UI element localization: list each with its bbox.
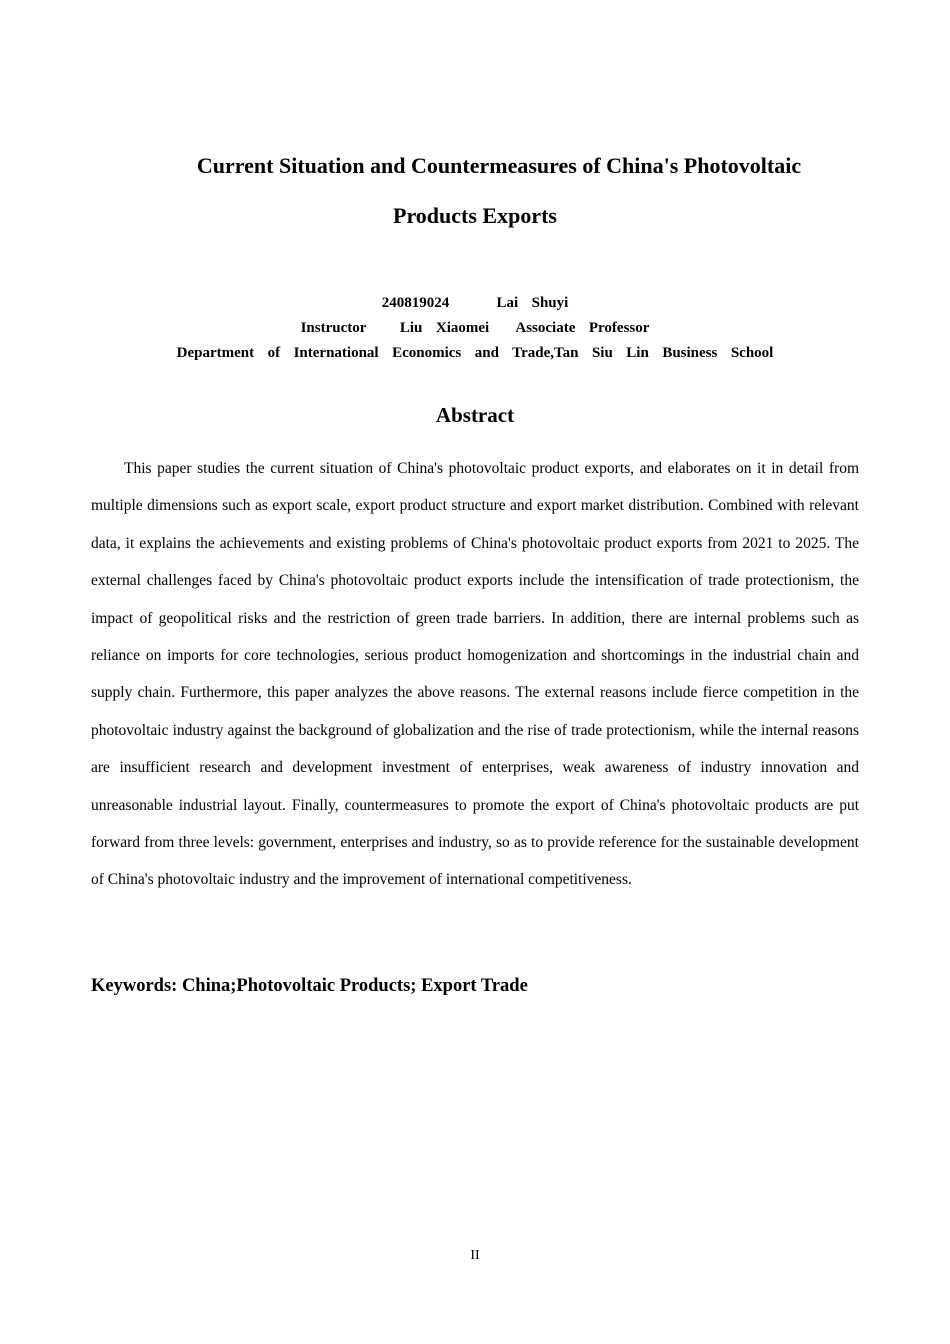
paper-title-line-1: Current Situation and Countermeasures of China's Photovoltaic bbox=[196, 153, 802, 178]
abstract-body: This paper studies the current situation of China's photovoltaic product exports, and elaborates on it in detail from multiple dimensions such as export scale, export product structure and export market distribution. Combined with relevant data, it explains the achievements and existing problems of China's photovoltaic product exports from 2021 to 2025. The external challenges faced by China's photovoltaic product exports include the intensification of trade protectionism, the impact of geopolitical risks and the restriction of green trade barriers. In addition, there are internal problems such as reliance on imports for core technologies, serious product homogenization and shortcomings in the industrial chain and supply chain. Furthermore, this paper analyzes the above reasons. The external reasons include fierce competition in the photovoltaic industry against the background of globalization and the rise of trade protectionism, while the internal reasons are insufficient research and development investment of enterprises, weak awareness of industry innovation and unreasonable industrial layout. Finally, countermeasures to promote the export of China's photovoltaic products are put forward from three levels: government, enterprises and industry, so as to provide reference for the sustainable development of China's photovoltaic industry and the improvement of international competitiveness. bbox=[91, 460, 859, 889]
abstract-heading: Abstract bbox=[435, 403, 515, 427]
department-line: Department of International Economics and Trade,Tan Siu Lin Business School bbox=[176, 345, 774, 361]
paper-title-line-2: Products Exports bbox=[393, 203, 557, 228]
keywords-line: Keywords: China;Photovoltaic Products; Export Trade bbox=[91, 976, 528, 996]
page-number: II bbox=[470, 1248, 480, 1263]
instructor-line: Instructor Liu Xiaomei Associate Professor bbox=[300, 320, 650, 336]
author-line: 240819024 Lai Shuyi bbox=[381, 295, 569, 311]
